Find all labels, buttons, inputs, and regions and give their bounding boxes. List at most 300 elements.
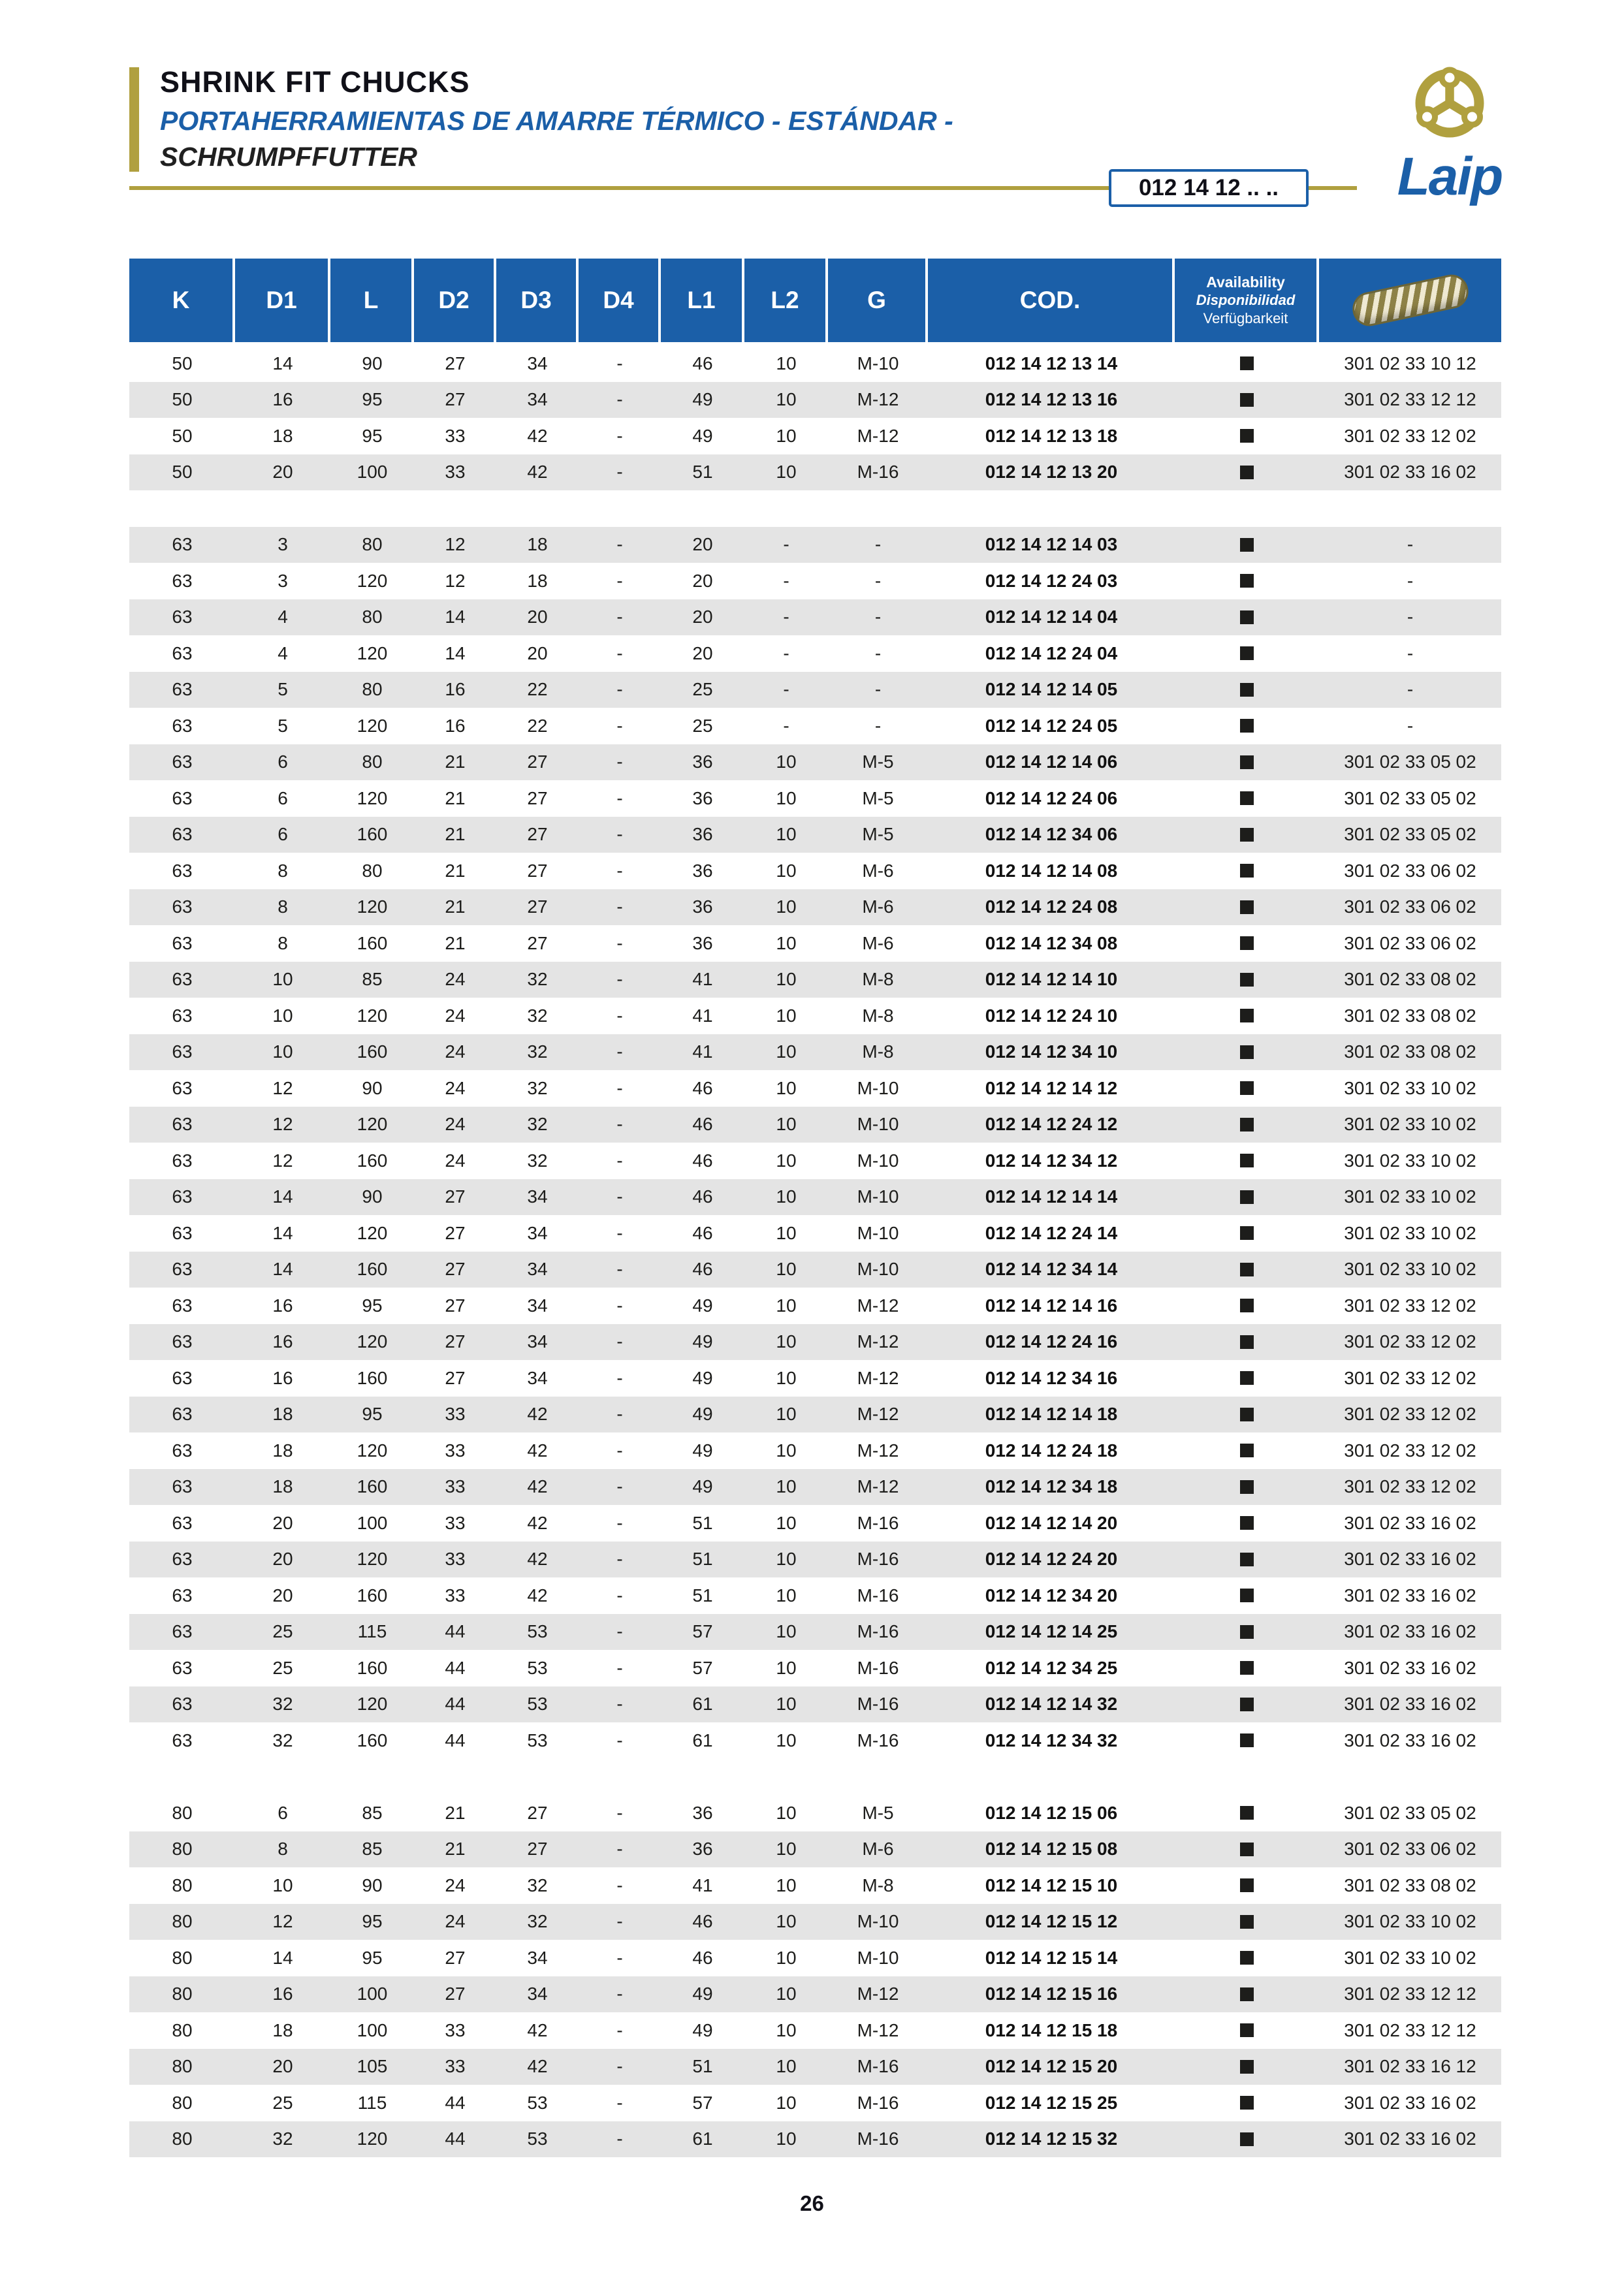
cell-L2: - xyxy=(783,607,789,627)
availability-square xyxy=(1240,1951,1254,1965)
cell-L2: - xyxy=(783,679,789,700)
cell-COD: 012 14 12 15 06 xyxy=(985,1802,1118,1823)
cell-COD: 012 14 12 15 20 xyxy=(985,2056,1118,2077)
table-row xyxy=(129,1686,1501,1723)
cell-D2: 33 xyxy=(445,462,466,483)
cell-D1: 16 xyxy=(272,1984,293,2004)
cell-L2: - xyxy=(783,570,789,591)
cell-G: M-16 xyxy=(857,1512,899,1533)
table-row xyxy=(129,2012,1501,2049)
cell-L1: 36 xyxy=(692,824,713,845)
cell-COD: 012 14 12 24 12 xyxy=(985,1114,1118,1135)
cell-availability xyxy=(1175,635,1319,672)
cell-D2: 33 xyxy=(445,1440,466,1461)
availability-square xyxy=(1240,1444,1254,1457)
cell-D3: 32 xyxy=(527,969,548,990)
cell-G: M-12 xyxy=(857,1404,899,1425)
cell-K: 63 xyxy=(172,932,193,953)
availability-square xyxy=(1240,1987,1254,2001)
cell-L1: 25 xyxy=(692,715,713,736)
cell-L2: 10 xyxy=(776,824,797,845)
cell-D2: 33 xyxy=(445,1512,466,1533)
cell-D4: - xyxy=(616,896,623,917)
cell-D3: 32 xyxy=(527,1114,548,1135)
cell-D2: 44 xyxy=(445,1621,466,1642)
cell-L1: 51 xyxy=(692,1549,713,1570)
cell-L1: 46 xyxy=(692,1259,713,1280)
cell-G: M-16 xyxy=(857,1549,899,1570)
availability-square xyxy=(1240,393,1254,407)
cell-D3: 34 xyxy=(527,353,548,373)
cell-L: 95 xyxy=(362,1404,383,1425)
cell-D2: 33 xyxy=(445,2019,466,2040)
table-row xyxy=(129,1505,1501,1542)
cell-L2: 10 xyxy=(776,353,797,373)
cell-L1: 49 xyxy=(692,425,713,446)
cell-D4: - xyxy=(616,1222,623,1243)
cell-availability xyxy=(1175,1940,1319,1976)
cell-G: M-6 xyxy=(862,1839,894,1860)
cell-D4: - xyxy=(616,534,623,555)
thread-icon xyxy=(1349,272,1471,329)
cell-D1: 20 xyxy=(272,1512,293,1533)
cell-D1: 14 xyxy=(272,1222,293,1243)
cell-L2: 10 xyxy=(776,787,797,808)
cell-D1: 6 xyxy=(278,1802,288,1823)
cell-thread-ref: 301 02 33 12 12 xyxy=(1344,1984,1476,2004)
cell-thread-ref: 301 02 33 16 02 xyxy=(1344,2129,1476,2149)
cell-D1: 14 xyxy=(272,353,293,373)
cell-D1: 18 xyxy=(272,2019,293,2040)
table-body xyxy=(129,345,1501,2157)
cell-COD: 012 14 12 14 16 xyxy=(985,1295,1118,1316)
cell-D3: 53 xyxy=(527,1730,548,1750)
cell-L2: 10 xyxy=(776,1875,797,1895)
cell-L1: 61 xyxy=(692,2129,713,2149)
cell-K: 80 xyxy=(172,1911,193,1932)
cell-D4: - xyxy=(616,462,623,483)
cell-K: 50 xyxy=(172,389,193,410)
cell-D3: 53 xyxy=(527,1621,548,1642)
cell-COD: 012 14 12 15 14 xyxy=(985,1947,1118,1968)
cell-availability xyxy=(1175,1215,1319,1252)
cell-D2: 24 xyxy=(445,969,466,990)
cell-availability xyxy=(1175,1722,1319,1759)
cell-K: 63 xyxy=(172,607,193,627)
cell-D3: 27 xyxy=(527,824,548,845)
cell-D1: 12 xyxy=(272,1150,293,1171)
availability-square xyxy=(1240,1480,1254,1494)
cell-G: M-10 xyxy=(857,353,899,373)
cell-COD: 012 14 12 24 04 xyxy=(985,642,1118,663)
table-row xyxy=(129,1143,1501,1179)
cell-L1: 20 xyxy=(692,607,713,627)
cell-D3: 42 xyxy=(527,1549,548,1570)
availability-square xyxy=(1240,1915,1254,1929)
cell-COD: 012 14 12 24 06 xyxy=(985,787,1118,808)
cell-D2: 24 xyxy=(445,1911,466,1932)
cell-thread-ref: 301 02 33 05 02 xyxy=(1344,787,1476,808)
cell-D2: 33 xyxy=(445,1549,466,1570)
cell-availability xyxy=(1175,1107,1319,1143)
cell-D4: - xyxy=(616,1621,623,1642)
availability-square xyxy=(1240,1226,1254,1240)
cell-thread-ref: 301 02 33 10 02 xyxy=(1344,1947,1476,1968)
cell-D1: 32 xyxy=(272,1730,293,1750)
cell-L2: 10 xyxy=(776,1222,797,1243)
cell-K: 80 xyxy=(172,2019,193,2040)
cell-L: 120 xyxy=(357,715,388,736)
cell-L: 120 xyxy=(357,1549,388,1570)
availability-square xyxy=(1240,1263,1254,1276)
brand-logo-text: Laip xyxy=(1397,147,1503,206)
cell-L1: 49 xyxy=(692,1367,713,1388)
cell-G: - xyxy=(874,534,882,555)
cell-G: M-8 xyxy=(862,1041,894,1062)
cell-L2: 10 xyxy=(776,389,797,410)
cell-availability xyxy=(1175,672,1319,708)
cell-D1: 10 xyxy=(272,969,293,990)
table-row xyxy=(129,962,1501,998)
cell-thread-ref: 301 02 33 12 12 xyxy=(1344,389,1476,410)
table-row xyxy=(129,1397,1501,1433)
cell-K: 80 xyxy=(172,1802,193,1823)
cell-availability xyxy=(1175,817,1319,853)
cell-thread-ref: 301 02 33 12 02 xyxy=(1344,1440,1476,1461)
cell-COD: 012 14 12 14 08 xyxy=(985,860,1118,881)
cell-D3: 27 xyxy=(527,896,548,917)
table-header-row xyxy=(129,259,1501,342)
cell-D3: 32 xyxy=(527,1041,548,1062)
cell-availability xyxy=(1175,1070,1319,1107)
table-row xyxy=(129,2085,1501,2121)
cell-L2: 10 xyxy=(776,1839,797,1860)
cell-K: 80 xyxy=(172,1984,193,2004)
cell-L2: 10 xyxy=(776,1512,797,1533)
laip-logo-icon xyxy=(1401,60,1499,158)
cell-availability xyxy=(1175,1795,1319,1831)
cell-COD: 012 14 12 13 14 xyxy=(985,353,1118,373)
cell-availability xyxy=(1175,1360,1319,1397)
cell-D4: - xyxy=(616,1694,623,1715)
cell-thread-ref: 301 02 33 12 02 xyxy=(1344,1295,1476,1316)
cell-L1: 49 xyxy=(692,1331,713,1352)
cell-G: M-10 xyxy=(857,1077,899,1098)
cell-G: M-12 xyxy=(857,1295,899,1316)
cell-D1: 4 xyxy=(278,607,288,627)
cell-L2: 10 xyxy=(776,1621,797,1642)
availability-label-de: Verfügbarkeit xyxy=(1203,310,1288,326)
cell-L1: 36 xyxy=(692,932,713,953)
cell-K: 63 xyxy=(172,896,193,917)
cell-D1: 18 xyxy=(272,1440,293,1461)
spec-table xyxy=(129,259,1501,2157)
cell-COD: 012 14 12 24 10 xyxy=(985,1005,1118,1026)
table-row xyxy=(129,1360,1501,1397)
cell-D4: - xyxy=(616,1041,623,1062)
cell-D4: - xyxy=(616,1367,623,1388)
availability-square xyxy=(1240,1371,1254,1385)
cell-K: 80 xyxy=(172,2129,193,2149)
availability-square xyxy=(1240,2096,1254,2110)
cell-D4: - xyxy=(616,1984,623,2004)
cell-thread-ref: - xyxy=(1407,642,1414,663)
table-row xyxy=(129,1976,1501,2013)
cell-thread-ref: - xyxy=(1407,679,1414,700)
cell-L2: 10 xyxy=(776,1005,797,1026)
cell-L: 100 xyxy=(357,2019,388,2040)
cell-K: 80 xyxy=(172,2092,193,2113)
cell-D4: - xyxy=(616,1186,623,1207)
cell-L2: 10 xyxy=(776,1331,797,1352)
availability-label-es: Disponibilidad xyxy=(1196,292,1296,308)
cell-availability xyxy=(1175,345,1319,382)
cell-thread-ref: 301 02 33 12 02 xyxy=(1344,1404,1476,1425)
cell-L2: 10 xyxy=(776,425,797,446)
cell-D3: 42 xyxy=(527,462,548,483)
cell-D3: 34 xyxy=(527,1295,548,1316)
cell-D4: - xyxy=(616,1114,623,1135)
cell-COD: 012 14 12 15 18 xyxy=(985,2019,1118,2040)
cell-L2: 10 xyxy=(776,1585,797,1606)
cell-D1: 32 xyxy=(272,2129,293,2149)
cell-L1: 41 xyxy=(692,1041,713,1062)
cell-D3: 22 xyxy=(527,715,548,736)
cell-D4: - xyxy=(616,2019,623,2040)
cell-D4: - xyxy=(616,1005,623,1026)
cell-D2: 33 xyxy=(445,2056,466,2077)
cell-L: 80 xyxy=(362,860,383,881)
cell-availability xyxy=(1175,1252,1319,1288)
cell-D4: - xyxy=(616,715,623,736)
cell-D2: 21 xyxy=(445,787,466,808)
cell-thread-ref: 301 02 33 10 02 xyxy=(1344,1259,1476,1280)
cell-D4: - xyxy=(616,1875,623,1895)
cell-L1: 57 xyxy=(692,2092,713,2113)
table-row xyxy=(129,1795,1501,1831)
cell-D4: - xyxy=(616,1259,623,1280)
cell-L2: - xyxy=(783,715,789,736)
cell-D3: 42 xyxy=(527,1585,548,1606)
cell-L: 120 xyxy=(357,2129,388,2149)
cell-D4: - xyxy=(616,389,623,410)
cell-D2: 27 xyxy=(445,1259,466,1280)
cell-K: 63 xyxy=(172,1367,193,1388)
cell-availability xyxy=(1175,998,1319,1034)
cell-L: 105 xyxy=(357,2056,388,2077)
cell-thread-ref: 301 02 33 12 12 xyxy=(1344,2019,1476,2040)
cell-D2: 12 xyxy=(445,570,466,591)
cell-L1: 46 xyxy=(692,1114,713,1135)
cell-G: M-16 xyxy=(857,1621,899,1642)
cell-D2: 16 xyxy=(445,679,466,700)
cell-L2: 10 xyxy=(776,1730,797,1750)
cell-K: 63 xyxy=(172,1295,193,1316)
cell-G: M-10 xyxy=(857,1947,899,1968)
cell-thread-ref: 301 02 33 06 02 xyxy=(1344,860,1476,881)
table-row xyxy=(129,925,1501,962)
cell-COD: 012 14 12 24 16 xyxy=(985,1331,1118,1352)
cell-D2: 24 xyxy=(445,1041,466,1062)
cell-COD: 012 14 12 34 18 xyxy=(985,1476,1118,1497)
cell-K: 80 xyxy=(172,1875,193,1895)
cell-D1: 10 xyxy=(272,1041,293,1062)
cell-L1: 51 xyxy=(692,462,713,483)
cell-D3: 18 xyxy=(527,534,548,555)
cell-L2: 10 xyxy=(776,1802,797,1823)
cell-D1: 20 xyxy=(272,462,293,483)
cell-D4: - xyxy=(616,932,623,953)
cell-L: 95 xyxy=(362,1947,383,1968)
cell-D2: 24 xyxy=(445,1875,466,1895)
cell-D4: - xyxy=(616,752,623,772)
cell-COD: 012 14 12 14 03 xyxy=(985,534,1118,555)
availability-square xyxy=(1240,1553,1254,1566)
availability-square xyxy=(1240,1335,1254,1349)
cell-D3: 42 xyxy=(527,1512,548,1533)
availability-square xyxy=(1240,791,1254,805)
cell-thread-ref: 301 02 33 16 02 xyxy=(1344,1730,1476,1750)
cell-COD: 012 14 12 34 32 xyxy=(985,1730,1118,1750)
cell-D1: 20 xyxy=(272,2056,293,2077)
cell-D2: 14 xyxy=(445,642,466,663)
cell-D2: 24 xyxy=(445,1150,466,1171)
availability-square xyxy=(1240,1009,1254,1022)
cell-D1: 25 xyxy=(272,2092,293,2113)
cell-D1: 14 xyxy=(272,1186,293,1207)
cell-availability xyxy=(1175,1324,1319,1361)
cell-K: 63 xyxy=(172,787,193,808)
cell-L1: 61 xyxy=(692,1694,713,1715)
cell-COD: 012 14 12 15 16 xyxy=(985,1984,1118,2004)
cell-L1: 51 xyxy=(692,1512,713,1533)
cell-thread-ref: 301 02 33 16 02 xyxy=(1344,2092,1476,2113)
cell-thread-ref: 301 02 33 06 02 xyxy=(1344,896,1476,917)
cell-thread-ref: 301 02 33 08 02 xyxy=(1344,1875,1476,1895)
cell-COD: 012 14 12 34 16 xyxy=(985,1367,1118,1388)
cell-L: 95 xyxy=(362,389,383,410)
product-code-badge: 012 14 12 .. .. xyxy=(1109,169,1309,207)
cell-D4: - xyxy=(616,1947,623,1968)
cell-G: M-12 xyxy=(857,425,899,446)
cell-D3: 34 xyxy=(527,1331,548,1352)
cell-availability xyxy=(1175,708,1319,744)
cell-D1: 18 xyxy=(272,1404,293,1425)
cell-availability xyxy=(1175,1397,1319,1433)
cell-D3: 22 xyxy=(527,679,548,700)
availability-square xyxy=(1240,864,1254,878)
cell-D3: 42 xyxy=(527,1440,548,1461)
table-row xyxy=(129,889,1501,926)
cell-availability xyxy=(1175,1432,1319,1469)
cell-L2: - xyxy=(783,642,789,663)
cell-D3: 32 xyxy=(527,1150,548,1171)
cell-availability xyxy=(1175,853,1319,889)
cell-availability xyxy=(1175,2085,1319,2121)
cell-D4: - xyxy=(616,1440,623,1461)
cell-L: 160 xyxy=(357,1476,388,1497)
cell-D3: 27 xyxy=(527,860,548,881)
cell-thread-ref: 301 02 33 05 02 xyxy=(1344,752,1476,772)
cell-D2: 27 xyxy=(445,389,466,410)
cell-L: 100 xyxy=(357,1984,388,2004)
cell-D4: - xyxy=(616,860,623,881)
cell-availability xyxy=(1175,889,1319,926)
title-block xyxy=(160,64,953,174)
cell-thread-ref: 301 02 33 10 02 xyxy=(1344,1911,1476,1932)
availability-square xyxy=(1240,755,1254,769)
cell-L: 90 xyxy=(362,1077,383,1098)
cell-D4: - xyxy=(616,969,623,990)
cell-L1: 49 xyxy=(692,1984,713,2004)
availability-square xyxy=(1240,538,1254,552)
cell-COD: 012 14 12 14 10 xyxy=(985,969,1118,990)
cell-G: M-8 xyxy=(862,1005,894,1026)
availability-square xyxy=(1240,1118,1254,1132)
cell-L: 120 xyxy=(357,1114,388,1135)
cell-D4: - xyxy=(616,2056,623,2077)
cell-L: 160 xyxy=(357,1259,388,1280)
availability-square xyxy=(1240,1589,1254,1602)
availability-square xyxy=(1240,2060,1254,2074)
cell-COD: 012 14 12 14 18 xyxy=(985,1404,1118,1425)
table-row xyxy=(129,708,1501,744)
cell-D4: - xyxy=(616,1476,623,1497)
cell-L2: 10 xyxy=(776,1114,797,1135)
table-row xyxy=(129,2049,1501,2085)
col-header-G: G xyxy=(828,259,928,342)
cell-D4: - xyxy=(616,642,623,663)
cell-COD: 012 14 12 24 05 xyxy=(985,715,1118,736)
cell-L: 90 xyxy=(362,1186,383,1207)
cell-K: 63 xyxy=(172,1259,193,1280)
availability-square xyxy=(1240,610,1254,624)
availability-square xyxy=(1240,574,1254,588)
table-row xyxy=(129,454,1501,491)
cell-G: M-12 xyxy=(857,1984,899,2004)
cell-K: 63 xyxy=(172,1331,193,1352)
cell-L2: 10 xyxy=(776,932,797,953)
cell-L2: 10 xyxy=(776,1911,797,1932)
cell-availability xyxy=(1175,962,1319,998)
cell-thread-ref: 301 02 33 16 02 xyxy=(1344,1694,1476,1715)
cell-thread-ref: 301 02 33 16 02 xyxy=(1344,1657,1476,1678)
cell-L1: 36 xyxy=(692,752,713,772)
table-row xyxy=(129,1831,1501,1868)
cell-D3: 27 xyxy=(527,752,548,772)
availability-square xyxy=(1240,1516,1254,1530)
cell-L1: 36 xyxy=(692,1802,713,1823)
cell-D1: 12 xyxy=(272,1911,293,1932)
cell-L: 160 xyxy=(357,932,388,953)
cell-L1: 49 xyxy=(692,1295,713,1316)
availability-square xyxy=(1240,900,1254,914)
cell-availability xyxy=(1175,599,1319,636)
cell-L: 85 xyxy=(362,1839,383,1860)
availability-square xyxy=(1240,1625,1254,1639)
cell-L: 85 xyxy=(362,969,383,990)
cell-G: - xyxy=(874,607,882,627)
cell-L1: 25 xyxy=(692,679,713,700)
cell-K: 63 xyxy=(172,1150,193,1171)
cell-D2: 24 xyxy=(445,1005,466,1026)
cell-K: 50 xyxy=(172,353,193,373)
table-row xyxy=(129,1650,1501,1686)
cell-D3: 53 xyxy=(527,1694,548,1715)
cell-D2: 14 xyxy=(445,607,466,627)
cell-D2: 27 xyxy=(445,1947,466,1968)
cell-COD: 012 14 12 34 20 xyxy=(985,1585,1118,1606)
